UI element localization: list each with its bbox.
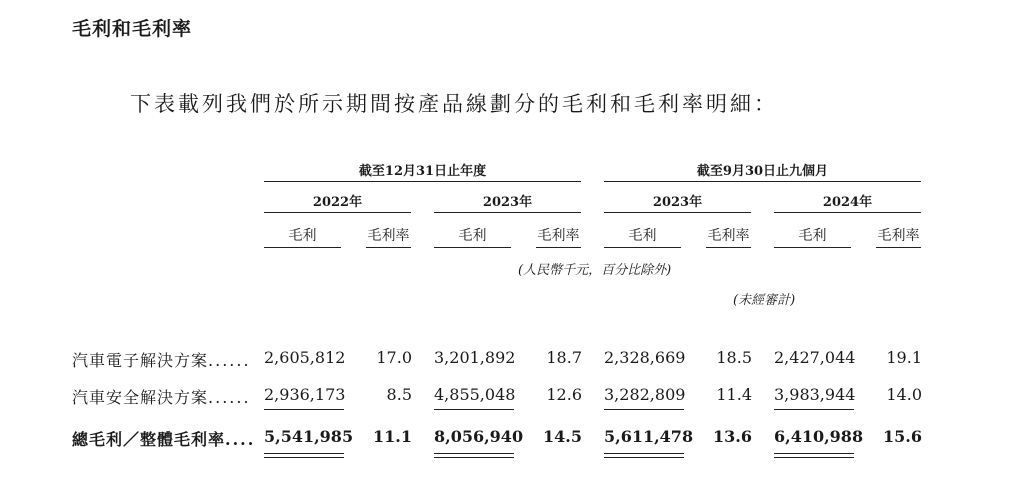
col-header-gross-profit: 毛利	[628, 228, 657, 244]
leader-dots: ......	[208, 388, 251, 407]
col-rule	[774, 247, 851, 248]
table-cell: 11.4	[716, 385, 752, 404]
unit-note: (人民幣千元，百分比除外)	[518, 263, 672, 278]
section-heading: 毛利和毛利率	[72, 18, 193, 40]
col-header-gross-profit: 毛利	[798, 228, 827, 244]
table-cell: 19.1	[886, 348, 922, 367]
year-header-2022: 2022年	[312, 195, 363, 210]
col-header-gross-margin: 毛利率	[367, 228, 410, 244]
total-double-rule	[264, 453, 344, 458]
year-rule	[774, 212, 921, 213]
leader-dots: ......	[208, 351, 251, 370]
table-cell: 3,983,944	[774, 385, 856, 404]
col-header-gross-profit: 毛利	[288, 228, 317, 244]
period-rule-nine-months	[604, 181, 921, 182]
total-cell: 13.6	[713, 427, 752, 446]
total-double-rule	[774, 453, 854, 458]
col-header-gross-margin: 毛利率	[707, 228, 750, 244]
period-header-nine-months: 截至9月30日止九個月	[696, 164, 829, 179]
row-label-text: 汽車安全解決方案	[72, 388, 209, 407]
table-cell: 3,201,892	[434, 348, 516, 367]
table-cell: 18.5	[716, 348, 752, 367]
intro-paragraph: 下表載列我們於所示期間按產品線劃分的毛利和毛利率明細：	[130, 92, 778, 116]
total-cell: 6,410,988	[774, 427, 864, 446]
total-cell: 5,541,985	[264, 427, 354, 446]
year-header-2023-annual: 2023年	[482, 195, 533, 210]
subtotal-rule	[604, 409, 684, 410]
subtotal-rule	[434, 409, 514, 410]
total-cell: 15.6	[883, 427, 922, 446]
row-label-text: 汽車電子解決方案	[72, 351, 209, 370]
year-header-2023-nine-months: 2023年	[652, 195, 703, 210]
total-row-label	[72, 427, 255, 450]
table-cell: 2,936,173	[264, 385, 346, 404]
total-cell: 5,611,478	[604, 427, 694, 446]
col-rule	[706, 247, 751, 248]
total-cell: 11.1	[373, 427, 412, 446]
table-cell: 4,855,048	[434, 385, 516, 404]
row-label	[72, 348, 251, 371]
table-cell: 14.0	[886, 385, 922, 404]
table-cell: 18.7	[546, 348, 582, 367]
col-rule	[366, 247, 411, 248]
row-label	[72, 385, 251, 408]
total-cell: 8,056,940	[434, 427, 524, 446]
table-cell: 12.6	[546, 385, 582, 404]
period-header-annual: 截至12月31日止年度	[358, 164, 487, 179]
total-double-rule	[604, 453, 684, 458]
year-rule	[434, 212, 581, 213]
col-header-gross-margin: 毛利率	[877, 228, 920, 244]
table-cell: 2,328,669	[604, 348, 686, 367]
col-header-gross-margin: 毛利率	[537, 228, 580, 244]
table-cell: 17.0	[376, 348, 412, 367]
unaudited-note: (未經審計)	[733, 293, 796, 308]
total-cell: 14.5	[543, 427, 582, 446]
row-label-text: 總毛利／整體毛利率	[72, 430, 226, 449]
table-cell: 3,282,809	[604, 385, 686, 404]
period-rule-annual	[264, 181, 581, 182]
col-rule	[604, 247, 681, 248]
table-cell: 2,427,044	[774, 348, 856, 367]
table-cell: 8.5	[386, 385, 412, 404]
year-rule	[264, 212, 411, 213]
subtotal-rule	[264, 409, 344, 410]
table-cell: 2,605,812	[264, 348, 346, 367]
year-rule	[604, 212, 751, 213]
subtotal-rule	[774, 409, 854, 410]
col-rule	[264, 247, 341, 248]
total-double-rule	[434, 453, 514, 458]
year-header-2024: 2024年	[822, 195, 873, 210]
leader-dots: ....	[225, 430, 256, 449]
col-rule	[876, 247, 921, 248]
col-header-gross-profit: 毛利	[458, 228, 487, 244]
col-rule	[536, 247, 581, 248]
col-rule	[434, 247, 511, 248]
